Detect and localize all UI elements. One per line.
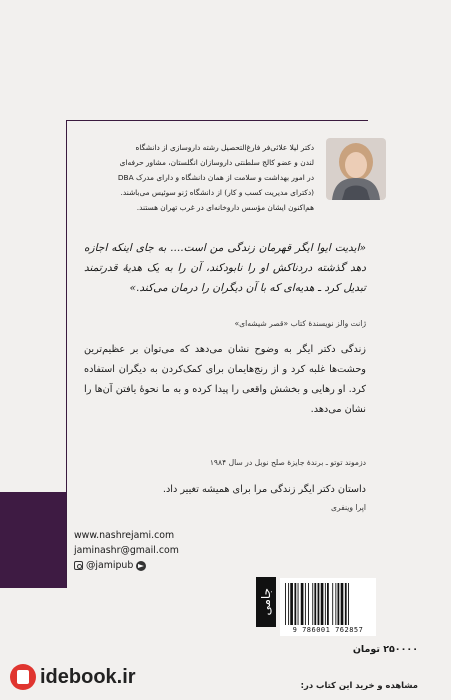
barcode-bar (308, 583, 309, 625)
social-handle[interactable] (74, 558, 234, 573)
barcode-bar (335, 583, 336, 625)
frame-top-border (66, 120, 368, 121)
frame-left-border (66, 120, 67, 588)
quote-source: اپرا وینفری (331, 503, 366, 512)
publisher-logo-text: جامی (259, 588, 273, 616)
publisher-logo (256, 577, 276, 627)
website-link[interactable]: www.nashrejami.com (74, 530, 175, 541)
barcode-bar (332, 583, 333, 625)
footer-banner (0, 662, 451, 700)
barcode-bar (345, 583, 347, 625)
barcode-bar (312, 583, 313, 625)
price: ۲۵۰۰۰۰ تومان (352, 644, 418, 655)
author-photo (326, 138, 386, 200)
bio-line: لندن و عضو کالج سلطنتی داروسازان انگلستان، مشاور حرفه‌ای (119, 158, 314, 167)
barcode-bar (314, 583, 316, 625)
bio-line: هم‌اکنون ایشان مؤسس داروخانه‌ای در غرب تهران هستند. (136, 203, 314, 212)
barcode-bar (298, 583, 299, 625)
quote-oprah: داستان دکتر ایگر زندگی مرا برای همیشه تغییر داد. (162, 484, 366, 495)
barcode-bar (325, 583, 326, 625)
accent-bar (0, 492, 66, 588)
barcode-bar (341, 583, 344, 625)
barcode-bar (321, 583, 324, 625)
barcode-bar (305, 583, 306, 625)
quote-source: دزموند توتو ـ برندهٔ جایزهٔ صلح نوبل در سال ۱۹۸۴ (209, 458, 366, 467)
barcode-bar (327, 583, 329, 625)
barcode-bar (294, 583, 296, 625)
barcode-bar (288, 583, 289, 625)
social-handle-text: @jamipub (86, 560, 134, 571)
instagram-icon (74, 561, 83, 570)
isbn-barcode (280, 578, 376, 636)
publisher-contact (74, 528, 234, 573)
quote-source: ژانت والز نویسندهٔ کتاب «قصر شیشه‌ای» (234, 319, 366, 328)
quote-desmond-tutu: زندگی دکتر ایگر به وضوح نشان می‌دهد که می‌توان بر عظیم‌ترین وحشت‌ها غلبه کرد و از رنج‌هایمان برای کمک‌کردن به دیگران استفاده کرد. او رهایی و بخشش واقعی را پیدا کرده و به ما نحوهٔ یافتن آن‌ها را نشان می‌دهد. (84, 344, 366, 415)
bio-line: دکتر لیلا علائی‌فر فارغ‌التحصیل رشته داروسازی از دانشگاه (135, 143, 314, 152)
bio-line: (دکترای مدیریت کسب و کار) از دانشگاه ژنو سوئیس می‌باشند. (120, 188, 314, 197)
barcode-bar (318, 583, 320, 625)
bio-line: در امور بهداشت و سلامت از همان دانشگاه و دارای مدرک DBA (117, 173, 314, 182)
brand-name: idebook.ir (40, 665, 136, 688)
barcode-bar (301, 583, 304, 625)
footer-caption: مشاهده و خرید این کتاب در: (300, 680, 418, 690)
barcode-bars (284, 583, 372, 625)
author-bio (80, 140, 314, 215)
barcode-bar (285, 583, 286, 625)
barcode-bar (348, 583, 349, 625)
barcode-bar (338, 583, 340, 625)
book-icon (10, 664, 36, 690)
telegram-icon (136, 561, 146, 571)
email-link[interactable]: jaminashr@gmail.com (74, 545, 179, 556)
quote-jeannette-walls: «ایدیت ایوا ایگر قهرمان زندگی من است.... به جای اینکه اجازه دهد گذشته دردناکش او را نابودکند، آن را به یک هدیهٔ قدرتمند تبدیل کرد ـ هدیه‌ای که با آن دیگران را درمان می‌کند.» (84, 242, 366, 294)
isbn-number: 9 786001 762857 (292, 626, 364, 634)
brand-logo[interactable] (10, 664, 136, 690)
barcode-bar (290, 583, 293, 625)
